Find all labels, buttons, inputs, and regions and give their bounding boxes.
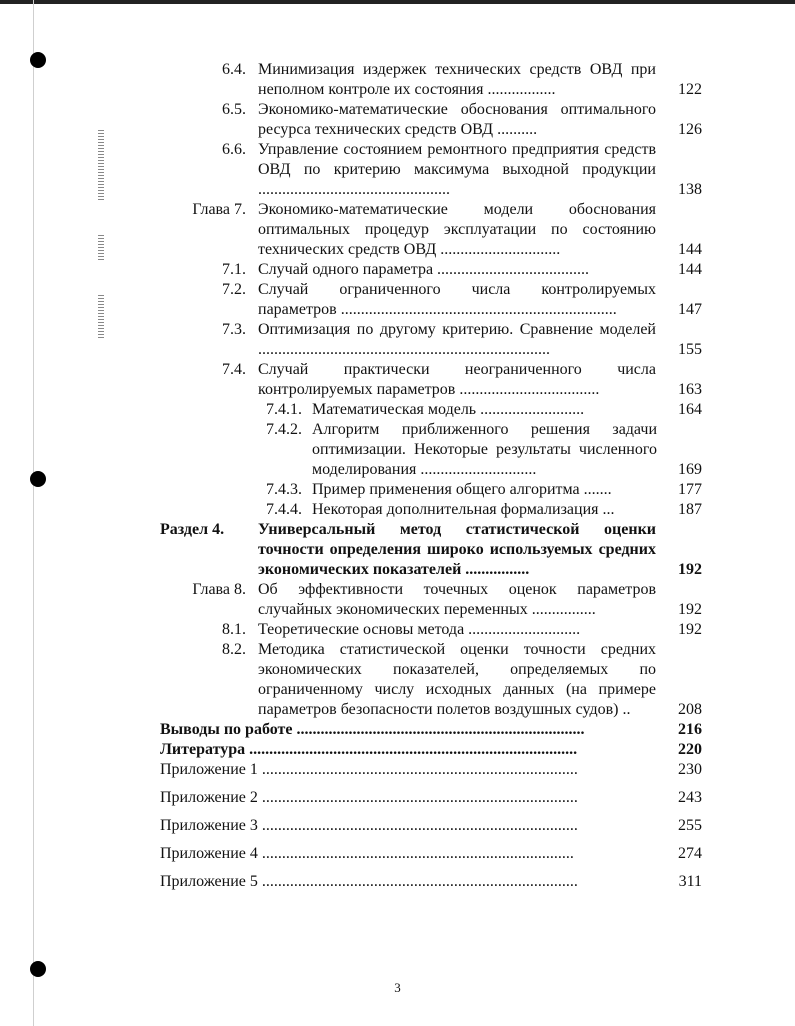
toc-entry-page: 208 [678, 701, 702, 718]
toc-entry-title: Управление состоянием ремонтного предприятия средств ОВД по критерию максимума выходной продукции ................................................ [258, 141, 656, 198]
toc-entry-number: 7.4.3. [266, 481, 302, 498]
toc-entry-page: 147 [678, 301, 702, 318]
toc-entry-title: Литература .................................................................................. [160, 741, 578, 758]
toc-entry [0, 580, 795, 620]
toc-entry-number: 7.2. [222, 281, 246, 298]
toc-entry-page: 274 [678, 845, 702, 862]
toc-entry-number: 7.4.1. [266, 401, 302, 418]
toc-entry-title: Случай ограниченного числа контролируемых параметров ..................................................................... [258, 281, 656, 318]
toc-entry-page: 163 [678, 381, 702, 398]
toc-entry [0, 816, 795, 836]
toc-entry-title: Об эффективности точечных оценок параметров случайных экономических переменных ................ [258, 581, 656, 618]
toc-entry [0, 844, 795, 864]
toc-entry-number: 7.4.2. [266, 421, 302, 438]
toc-entry-title: Приложение 1 ............................................................................... [160, 761, 578, 778]
toc-entry-page: 169 [678, 461, 702, 478]
toc-entry-number: 6.5. [222, 101, 246, 118]
toc-entry-page: 144 [678, 261, 702, 278]
toc-entry-number: 6.4. [222, 61, 246, 78]
toc-entry [0, 720, 795, 740]
toc-entry [0, 872, 795, 892]
toc-entry-page: 187 [678, 501, 702, 518]
toc-entry-page: 243 [678, 789, 702, 806]
toc-entry-number: Раздел 4. [160, 521, 225, 538]
toc-entry-title: Приложение 5 ............................................................................... [160, 873, 578, 890]
toc-entry-title: Методика статистической оценки точности средних экономических показателей, определяемых по ограниченному числу исходных данных (на примере параметров безопасности полетов воздушных судов) .. [258, 641, 656, 718]
toc-entry-page: 311 [678, 873, 702, 890]
toc-entry-page: 164 [678, 401, 702, 418]
toc-entry-number: 7.4.4. [266, 501, 302, 518]
toc-entry-title: Математическая модель .......................... [312, 401, 585, 418]
toc-entry-page: 216 [678, 721, 702, 738]
toc-entry-page: 230 [678, 761, 702, 778]
toc-entry-title: Оптимизация по другому критерию. Сравнение моделей ......................................................................... [258, 321, 656, 358]
toc-entry [0, 620, 795, 640]
toc-entry [0, 480, 795, 500]
toc-entry-number: Глава 7. [192, 201, 246, 218]
toc-entry-title: Теоретические основы метода ............................ [258, 621, 581, 638]
toc-entry-page: 122 [678, 81, 702, 98]
toc-entry [0, 420, 795, 480]
toc-entry [0, 740, 795, 760]
toc-entry [0, 520, 795, 580]
toc-entry-page: 144 [678, 241, 702, 258]
toc-entry [0, 280, 795, 320]
page-number: 3 [394, 980, 401, 995]
toc-entry-title: Экономико-математические модели обоснования оптимальных процедур эксплуатации по состоянию технических средств ОВД .............................. [258, 201, 656, 258]
toc-entry-title: Минимизация издержек технических средств ОВД при неполном контроле их состояния ................. [258, 61, 656, 98]
toc-entry-page: 126 [678, 121, 702, 138]
toc-entry-title: Экономико-математические обоснования оптимального ресурса технических средств ОВД .......... [258, 101, 656, 138]
toc-entry-page: 192 [678, 621, 702, 638]
toc-entry-title: Универсальный метод статистической оценки точности определения широко используемых средних экономических показателей ................ [258, 521, 656, 578]
table-of-contents [0, 60, 795, 892]
toc-entry-page: 220 [678, 741, 702, 758]
toc-entry-title: Приложение 2 ............................................................................... [160, 789, 578, 806]
toc-entry [0, 640, 795, 720]
toc-entry [0, 760, 795, 780]
toc-entry-page: 255 [678, 817, 702, 834]
scan-top-edge [0, 0, 795, 4]
toc-entry-number: Глава 8. [192, 581, 246, 598]
toc-entry-page: 192 [678, 601, 702, 618]
toc-entry-page: 177 [678, 481, 702, 498]
toc-entry-page: 138 [678, 181, 702, 198]
toc-entry [0, 60, 795, 100]
toc-entry [0, 100, 795, 140]
toc-entry [0, 320, 795, 360]
toc-entry-number: 7.3. [222, 321, 246, 338]
punch-hole [30, 961, 46, 977]
toc-entry-number: 7.4. [222, 361, 246, 378]
toc-entry [0, 500, 795, 520]
toc-entry-number: 8.1. [222, 621, 246, 638]
toc-entry-page: 155 [678, 341, 702, 358]
toc-entry-title: Приложение 4 .............................................................................. [160, 845, 574, 862]
toc-entry-title: Приложение 3 ............................................................................... [160, 817, 578, 834]
toc-entry [0, 140, 795, 200]
toc-entry-page: 192 [678, 561, 702, 578]
toc-entry-title: Алгоритм приближенного решения задачи оптимизации. Некоторые результаты численного моделирования ............................. [312, 421, 657, 478]
toc-entry [0, 200, 795, 260]
toc-entry-number: 7.1. [222, 261, 246, 278]
toc-entry-title: Случай практически неограниченного числа контролируемых параметров ................................... [258, 361, 656, 398]
toc-entry [0, 788, 795, 808]
toc-entry-title: Пример применения общего алгоритма ....... [312, 481, 612, 498]
toc-entry [0, 260, 795, 280]
toc-entry-number: 6.6. [222, 141, 246, 158]
toc-entry-title: Некоторая дополнительная формализация ... [312, 501, 615, 518]
toc-entry [0, 400, 795, 420]
toc-entry [0, 360, 795, 400]
toc-entry-number: 8.2. [222, 641, 246, 658]
toc-entry-title: Случай одного параметра ...................................... [258, 261, 590, 278]
toc-entry-title: Выводы по работе ........................................................................ [160, 721, 585, 738]
